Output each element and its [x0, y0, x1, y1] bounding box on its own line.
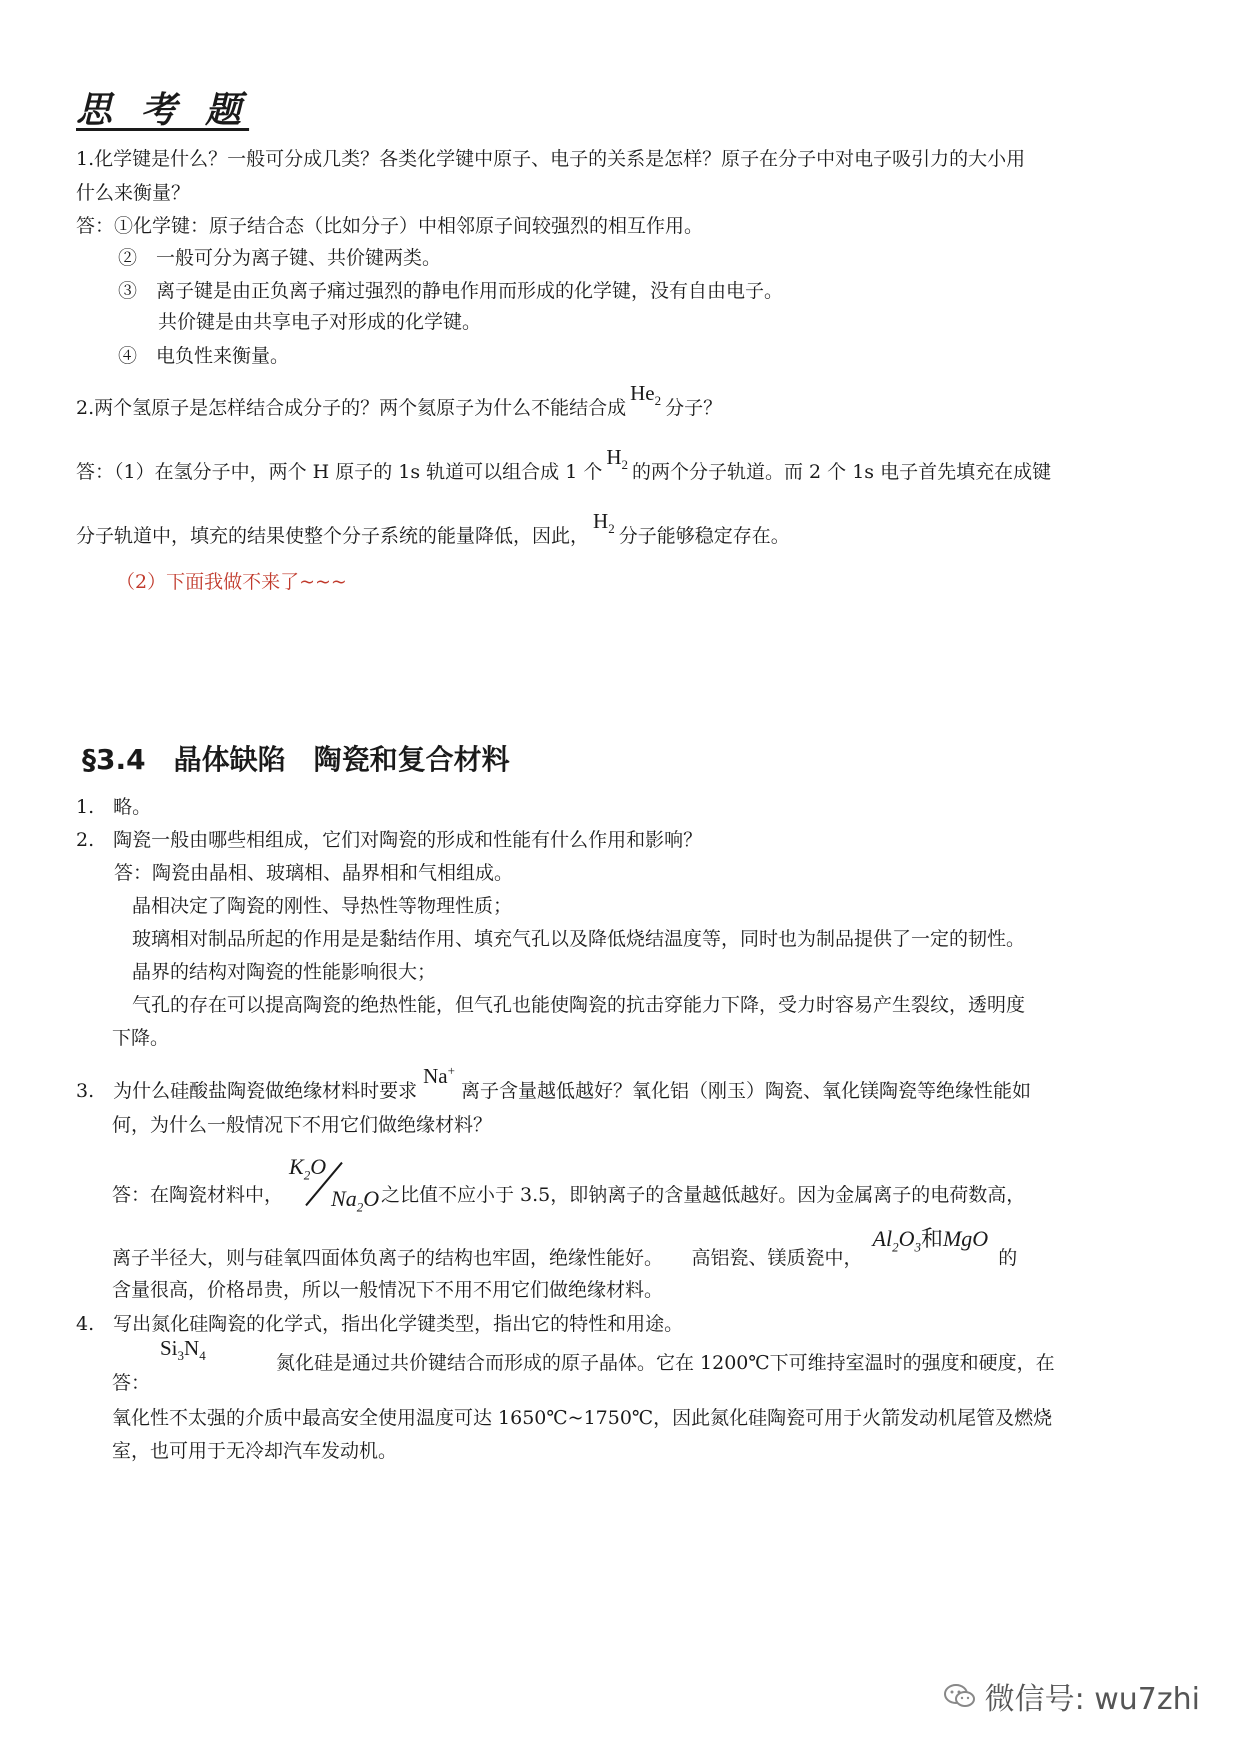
na-plus-formula: Na+ [423, 1063, 455, 1088]
h2-formula-2: $H_2$ [593, 509, 615, 537]
q1-answer-2: ② 一般可分为离子键、共价键两类。 [118, 247, 442, 269]
q1-answer-3b: 共价键是由共享电子对形成的化学键。 [158, 311, 482, 333]
s4-question: 4. 写出氮化硅陶瓷的化学式，指出化学键类型，指出它的特性和用途。 [76, 1313, 684, 1335]
q1-answer-3a: ③ 离子键是由正负离子痛过强烈的静电作用而形成的化学键，没有自由电子。 [118, 280, 784, 302]
s4-answer-line3: 室，也可用于无冷却汽车发动机。 [112, 1440, 398, 1462]
s2-answer-4: 晶界的结构对陶瓷的性能影响很大； [132, 961, 437, 983]
think-title: 思 考 题 [76, 89, 250, 131]
q2-answer-2: 分子轨道中，填充的结果使整个分子系统的能量降低，因此，$H_2$ 分子能够稳定存在。 [76, 509, 790, 547]
q1-answer-4: ④ 电负性来衡量。 [118, 345, 290, 367]
wechat-icon [943, 1682, 977, 1710]
s2-answer-1: 答：陶瓷由晶相、玻璃相、晶界相和气相组成。 [114, 862, 514, 884]
s4-answer-line2: 氧化性不太强的介质中最高安全使用温度可达 1650℃~1750℃，因此氮化硅陶瓷可用于火箭发动机尾管及燃烧 [112, 1407, 1053, 1429]
wechat-watermark [943, 1674, 1200, 1718]
k2o-na2o-ratio: $K_2O$ $Na_2O$ [289, 1154, 380, 1215]
q2-answer-red: （2）下面我做不来了~~~ [116, 571, 347, 593]
s3-answer-line3: 含量很高，价格昂贵，所以一般情况下不用不用它们做绝缘材料。 [112, 1279, 664, 1301]
section-title: §3.4 晶体缺陷 陶瓷和复合材料 [82, 743, 510, 776]
q2-answer-1: 答：（1）在氢分子中，两个 H 原子的 1s 轨道可以组合成 1 个$H_2$ 的两个分子轨道。而 2 个 1s 电子首先填充在成键 [76, 445, 1052, 483]
q1-question-line2: 什么来衡量？ [76, 182, 191, 204]
s3-answer-line1: 答：在陶瓷材料中， $K_2O$ $Na_2O$ 之比值不应小于 3.5，即钠离子的含量越低越好。因为金属离子的电荷数高， [112, 1154, 1026, 1215]
s3-answer-line2: 离子半径大，则与硅氧四面体负离子的结构也牢固，绝缘性能好。 高铝瓷、镁质瓷中，$Al_2O_3$和MgO的 [112, 1226, 1018, 1269]
s2-question: 2. 陶瓷一般由哪些相组成，它们对陶瓷的形成和性能有什么作用和影响？ [76, 829, 703, 851]
s4-answer-line1: 氮化硅是通过共价键结合而形成的原子晶体。它在 1200℃下可维持室温时的强度和硬度，在 [276, 1352, 1055, 1374]
s2-answer-2: 晶相决定了陶瓷的刚性、导热性等物理性质； [132, 895, 513, 917]
s3-question-line2: 何，为什么一般情况下不用它们做绝缘材料？ [112, 1114, 493, 1136]
al2o3-mgo-formula: $Al_2O_3$和MgO [872, 1226, 989, 1255]
si3n4-formula: $Si_3N_4$ [160, 1336, 206, 1364]
q2-question-post: 分子？ [665, 397, 723, 419]
h2-formula: $H_2$ [606, 445, 628, 473]
watermark-text: 微信号: wu7zhi [984, 1682, 1200, 1717]
s1-item: 1. 略。 [76, 796, 152, 818]
s2-answer-6: 下降。 [112, 1027, 170, 1049]
q2-question [76, 381, 723, 423]
q1-question-line1: 1.化学键是什么？一般可分成几类？各类化学键中原子、电子的关系是怎样？原子在分子中对电子吸引力的大小用 [76, 148, 1026, 170]
q1-answer-1: 答：①化学键：原子结合态（比如分子）中相邻原子间较强烈的相互作用。 [76, 215, 704, 237]
s4-answer-label: 答： [112, 1372, 151, 1394]
s2-answer-5: 气孔的存在可以提高陶瓷的绝热性能，但气孔也能使陶瓷的抗击穿能力下降，受力时容易产生裂纹，透明度 [132, 994, 1026, 1016]
s2-answer-3: 玻璃相对制品所起的作用是是黏结作用、填充气孔以及降低烧结温度等，同时也为制品提供了一定的韧性。 [132, 928, 1026, 950]
s3-question-line1: 3. 为什么硅酸盐陶瓷做绝缘材料时要求Na+离子含量越低越好？氧化铝（刚玉）陶瓷、氧化镁陶瓷等绝缘性能如 [76, 1063, 1031, 1102]
q2-question-pre: 2.两个氢原子是怎样结合成分子的？两个氦原子为什么不能结合成 [76, 397, 627, 419]
he2-formula: $He_2$ [630, 381, 662, 409]
